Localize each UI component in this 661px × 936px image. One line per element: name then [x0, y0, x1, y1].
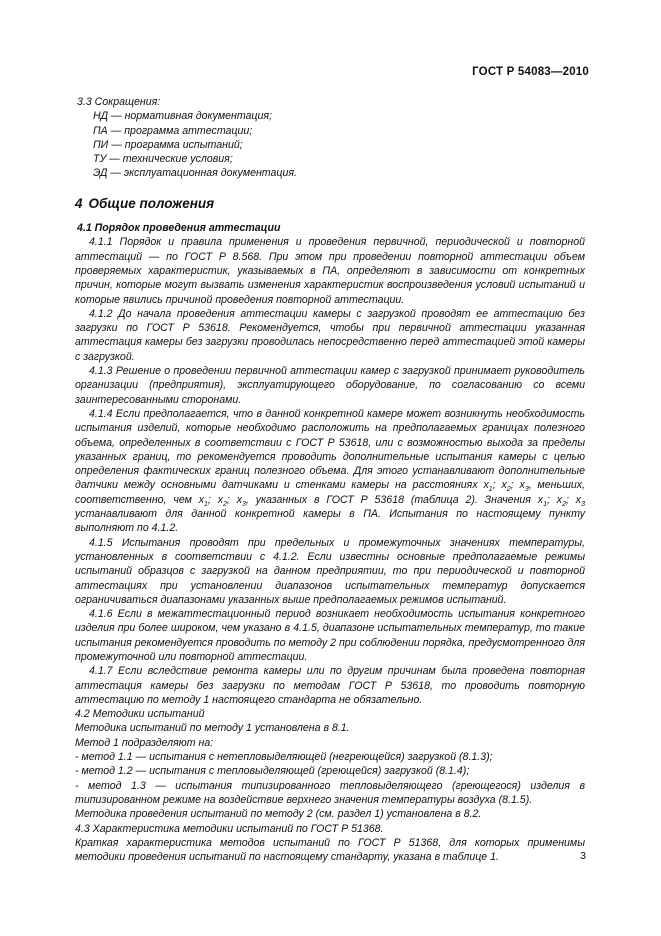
subscript: 2 [506, 486, 511, 494]
paragraph-4-1-5: 4.1.5 Испытания проводят при предельных и промежуточных значениях температуры, установленных в соответствии с 4.1.2. Если известны основные предполагаемые режимы испытаний образцов с загрузкой на данном предприятии, то при периодической и повторной аттестациях при установлении диапазонов испытательных температур допускается ограничиваться диапазонами указанных выше предполагаемых режимов испытаний. [75, 536, 585, 606]
section-title: Общие положения [88, 195, 215, 211]
abbreviations-list [75, 109, 585, 180]
document-id-header: ГОСТ Р 54083—2010 [472, 66, 589, 78]
paragraph-4-1-4 [75, 407, 585, 536]
text-run: ; x [226, 493, 242, 506]
paragraph-4-1-2: 4.1.2 До начала проведения аттестации камеры с загрузкой проводят ее аттестацию без загрузки по ГОСТ Р 53618. Рекомендуется, чтобы при первичной аттестации указанная аттестация камеры без загрузки проводилась непосредственно перед аттестацией этой камеры с загрузкой. [75, 307, 585, 363]
abbreviation-item: ЭД — эксплуатационная документация. [93, 167, 297, 180]
text-run: ; x [510, 479, 525, 492]
paragraph-4-2-method1-split: Метод 1 подразделяют на: [75, 736, 214, 749]
text-run: устанавливают для данной конкретной камеры в ПА. Испытания по настоящему пункту выполняют по 4.1.2. [75, 508, 585, 535]
document-body [75, 95, 585, 864]
subscript: 1 [543, 500, 547, 508]
text-run: , меньших, соответственно, чем x [75, 479, 586, 506]
subsection-heading-4-1: 4.1 Порядок проведения аттестации [77, 222, 281, 235]
text-run: ; x [492, 479, 507, 492]
section-number: 4 [75, 195, 83, 211]
method-1-3-item: - метод 1.3 — испытания типизированного тепловыделяющего (греющегося) изделия в типизированном режиме на воздействие верхнего значения температуры воздуха (8.1.5). [75, 779, 585, 806]
subsection-heading-4-2: 4.2 Методики испытаний [75, 708, 205, 721]
paragraph-4-1-3: 4.1.3 Решение о проведении первичной аттестации камер с загрузкой принимает руководитель организации (предприятия), эксплуатирующего оборудование, по согласованию со всеми заинтересованными сторонами. [75, 365, 585, 406]
text-run: ; x [207, 493, 223, 506]
page-number: 3 [580, 850, 586, 862]
section-heading [75, 197, 585, 211]
subscript: 2 [562, 500, 566, 508]
abbreviation-item: ТУ — технические условия; [93, 153, 233, 166]
subscript: 3 [581, 500, 585, 508]
subscript: 2 [223, 500, 227, 508]
abbreviation-item: ПИ — программа испытаний; [93, 138, 243, 151]
method-1-2-item: - метод 1.2 — испытания с тепловыделяющей (греющейся) загрузкой (8.1.4); [75, 765, 470, 778]
subscript: 1 [488, 486, 493, 494]
paragraph-4-1-7: 4.1.7 Если вследствие ремонта камеры или по другим причинам была проведена повторная аттестация камеры без загрузки по методам ГОСТ Р 53618, то проводить повторную аттестацию по методу 1 настоящего стандарта не обязательно. [75, 665, 585, 706]
text-run: , указанных в ГОСТ Р 53618 (таблица 2). Значения x [245, 493, 544, 506]
subscript: 3 [242, 500, 246, 508]
text-run: 4.1.4 Если предполагается, что в данной конкретной камере может возникнуть необходимость испытания изделий, которые необходимо расположить на предполагаемых границах полезного объема, определенных в соответствии с ГОСТ Р 53618, или с возможностью выхода за пределы указанных границ, то рекомендуется проводить дополнительные испытания камеры с целью определения фактических границ полезного объема. Для этого устанавливают дополнительные датчики между основными датчиками и стенками камеры на расстояниях x [75, 407, 585, 492]
subsection-heading-4-3: 4.3 Характеристика методики испытаний по ГОСТ Р 51368. [75, 822, 384, 835]
paragraph-4-1-6: 4.1.6 Если в межаттестационный период возникает необходимость испытания конкретного изделия при более широком, чем указано в 4.1.5, диапазоне испытательных температур, то такие испытания рекомендуется проводить по методу 2 при соблюдении порядка, предусмотренного для промежуточной или повторной аттестации. [75, 608, 585, 663]
paragraph-4-1-1: 4.1.1 Порядок и правила применения и проведения первичной, периодической и повторной аттестаций — по ГОСТ Р 8.568. При этом при проведении повторной аттестации объем проверяемых характеристик, указываемых в ПА, определяют в зависимости от конкретных причин, которые могут вызвать изменения характеристик воспроизведения условий испытаний и которые явились причиной проведения повторной аттестации. [75, 236, 585, 306]
method-1-1-item: - метод 1.1 — испытания с нетепловыделяющей (негреющейся) загрузкой (8.1.3); [75, 751, 493, 764]
paragraph-4-3: Краткая характеристика методов испытаний по ГОСТ Р 51368, для которых применимы методики проведения испытаний по настоящему стандарту, указана в таблице 1. [75, 836, 585, 864]
paragraph-4-2-method2: Методика проведения испытаний по методу 2 (см. раздел 1) установлена в 8.2. [75, 808, 482, 821]
abbreviations-block [75, 95, 585, 181]
subscript: 3 [524, 486, 529, 494]
paragraph-4-2-method1: Методика испытаний по методу 1 установлена в 8.1. [75, 722, 350, 735]
abbreviation-item: НД — нормативная документация; [93, 110, 272, 123]
abbreviations-title: 3.3 Сокращения: [77, 96, 161, 108]
text-run: ; x [566, 493, 582, 506]
subscript: 1 [204, 500, 208, 508]
text-run: ; x [547, 493, 563, 506]
abbreviation-item: ПА — программа аттестации; [93, 124, 253, 137]
